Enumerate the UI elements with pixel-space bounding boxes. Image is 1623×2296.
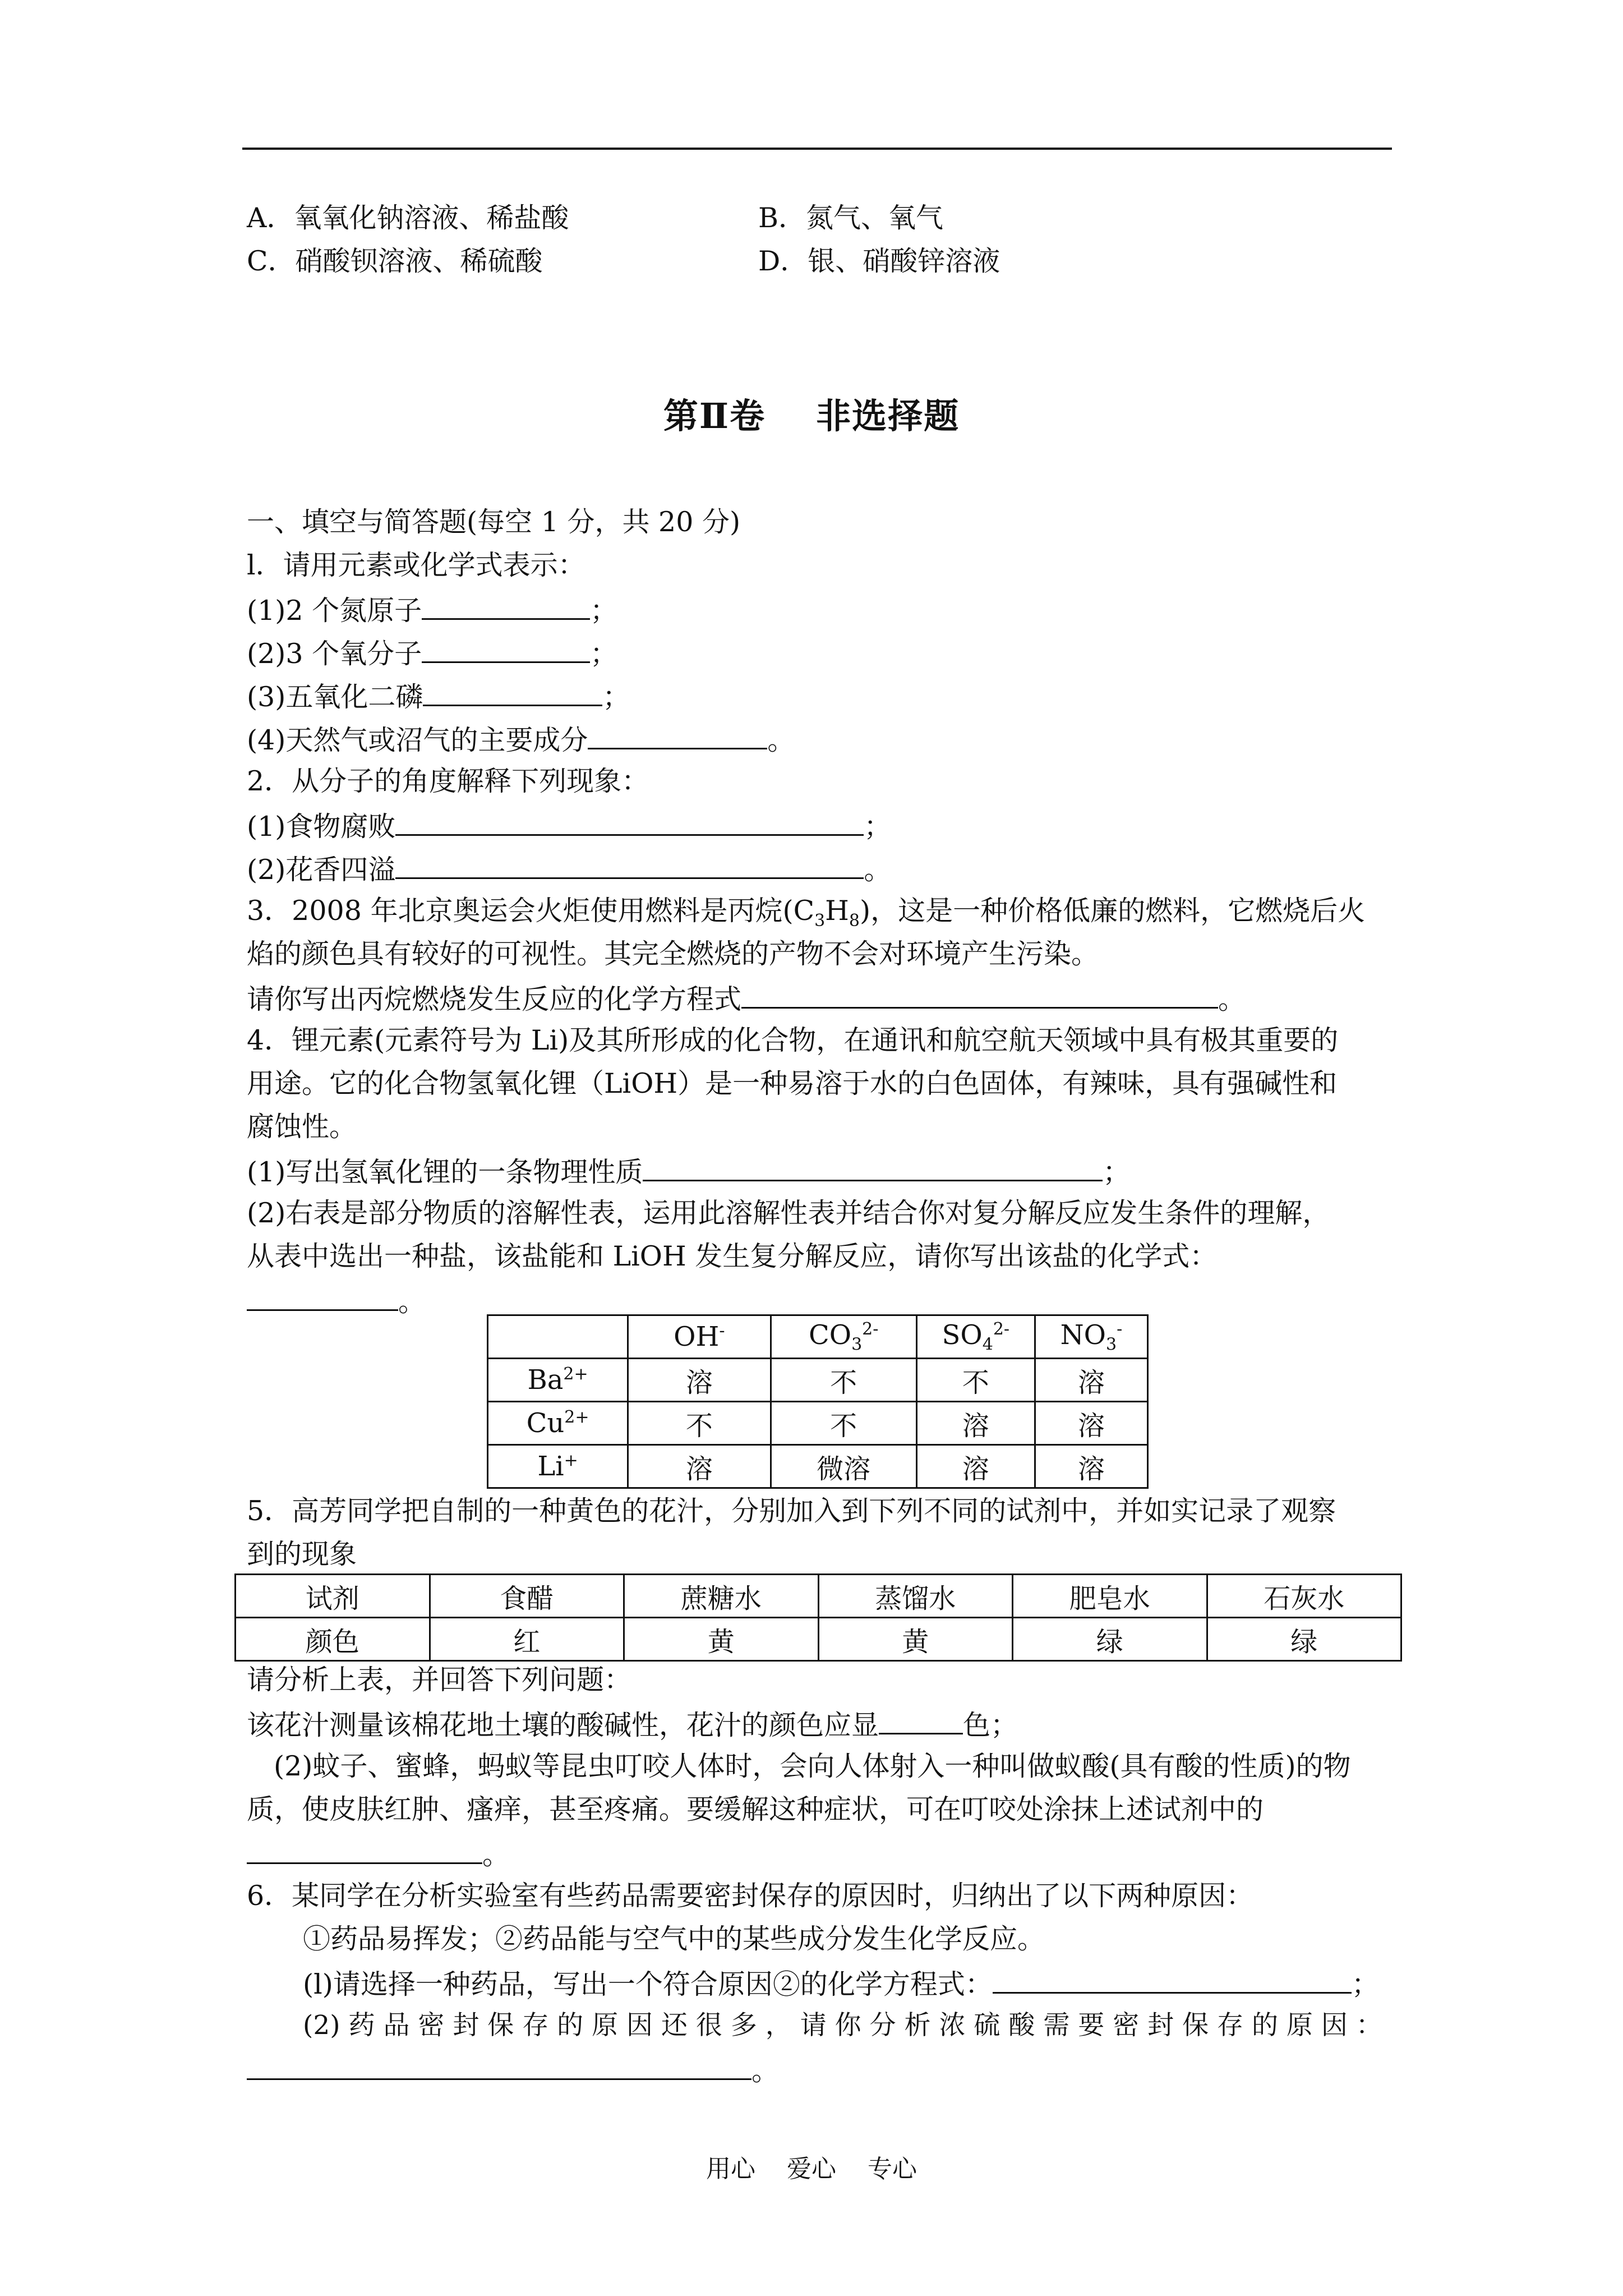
question-5-1: 该花汁测量该棉花地土壤的酸碱性，花汁的颜色应显 色；	[247, 1706, 1018, 1743]
question-5-prompt: 请分析上表，并回答下列问题：	[247, 1664, 632, 1696]
answer-blank[interactable]	[247, 1282, 398, 1311]
question-5-line-1: 5．高芳同学把自制的一种黄色的花汁，分别加入到下列不同的试剂中，并如实记录了观察	[247, 1495, 1336, 1527]
question-1-1: (1)2 个氮原子 ；	[247, 591, 617, 628]
table-cell: 微溶	[771, 1445, 916, 1488]
question-2-1: (1)食物腐败 ；	[247, 807, 891, 844]
question-4-line-3: 腐蚀性。	[247, 1111, 357, 1143]
table-cell: 不	[916, 1359, 1035, 1402]
table-cell: 不	[771, 1359, 916, 1402]
question-5-2-line-2: 质，使皮肤红肿、瘙痒，甚至疼痛。要缓解这种症状，可在叮咬处涂抹上述试剂中的	[247, 1793, 1264, 1825]
question-6-line-2: ①药品易挥发；②药品能与空气中的某些成分发生化学反应。	[303, 1923, 1045, 1955]
row-header-cell: $Ba^{2+}$	[488, 1359, 628, 1402]
question-1-3: (3)五氧化二磷 ；	[247, 678, 630, 715]
table-cell: 绿	[1207, 1618, 1401, 1661]
question-5-2-line-3: 。	[247, 1835, 510, 1872]
table-header-cell: $CO_3^{2-}$	[771, 1315, 916, 1359]
table-header-cell: $NO_3^-$	[1035, 1315, 1147, 1359]
table-cell: 肥皂水	[1013, 1575, 1207, 1618]
option-c: C．硝酸钡溶液、稀硫酸	[247, 245, 543, 277]
table-header-cell: OH-	[628, 1315, 771, 1359]
table-cell: 蒸馏水	[818, 1575, 1013, 1618]
footer-text: 爱心	[787, 2155, 836, 2183]
section-name: 非选择题	[816, 395, 960, 436]
question-2: 2．从分子的角度解释下列现象：	[247, 765, 649, 797]
question-5-2-line-1: (2)蚊子、蜜蜂，蚂蚁等昆虫叮咬人体时，会向人体射入一种叫做蚁酸(具有酸的性质)的物	[274, 1750, 1351, 1782]
answer-blank[interactable]	[247, 2051, 751, 2080]
section-title	[0, 388, 1623, 438]
table-cell: 蔗糖水	[624, 1575, 819, 1618]
question-6-1: (l)请选择一种药品，写出一个符合原因②的化学方程式： ；	[303, 1965, 1379, 2002]
table-header-row	[488, 1315, 1148, 1359]
table-cell: 溶	[1035, 1445, 1147, 1488]
table-cell: 黄	[624, 1618, 819, 1661]
answer-blank[interactable]	[879, 1706, 963, 1734]
table-cell: 溶	[916, 1445, 1035, 1488]
answer-blank[interactable]	[422, 591, 590, 620]
question-6-2-line-2: 。	[247, 2051, 779, 2088]
question-1-2: (2)3 个氧分子 ；	[247, 634, 617, 671]
question-5-line-2: 到的现象	[247, 1538, 357, 1570]
table-cell: 黄	[818, 1618, 1013, 1661]
answer-blank[interactable]	[588, 721, 767, 749]
section-heading: 一、填空与简答题(每空 1 分，共 20 分)	[247, 506, 741, 538]
solubility-table	[487, 1314, 1149, 1489]
table-row	[488, 1402, 1148, 1445]
question-3-line-1: 3．2008 年北京奥运会火炬使用燃料是丙烷$(C_3H_8)$，这是一种价格低廉的燃料，它燃烧后火	[247, 895, 1366, 931]
row-header-cell: $Cu^{2+}$	[488, 1402, 628, 1445]
question-4-line-2: 用途。它的化合物氢氧化锂（LiOH）是一种易溶于水的白色固体，有辣味，具有强碱性和	[247, 1068, 1338, 1099]
option-d: D．银、硝酸锌溶液	[758, 245, 1000, 277]
table-row	[488, 1359, 1148, 1402]
question-2-2: (2)花香四溢 。	[247, 850, 891, 887]
answer-blank[interactable]	[993, 1965, 1352, 1994]
table-row	[236, 1575, 1401, 1618]
answer-blank[interactable]	[395, 807, 864, 836]
answer-blank[interactable]	[422, 634, 590, 663]
table-cell: 试剂	[236, 1575, 430, 1618]
answer-blank[interactable]	[423, 678, 602, 706]
table-cell: 石灰水	[1207, 1575, 1401, 1618]
footer-text: 用心	[706, 2155, 755, 2183]
header-rule	[242, 148, 1392, 150]
table-cell: 溶	[1035, 1359, 1147, 1402]
answer-blank[interactable]	[643, 1153, 1103, 1181]
answer-blank[interactable]	[395, 850, 864, 879]
table-cell: 不	[628, 1402, 771, 1445]
question-1-4: (4)天然气或沼气的主要成分 。	[247, 721, 795, 758]
option-a: A．氧氧化钠溶液、稀盐酸	[247, 202, 569, 234]
reagent-color-table	[234, 1573, 1402, 1662]
option-b: B．氮气、氧气	[758, 202, 944, 234]
question-4-2-line-3: 。	[247, 1282, 426, 1319]
table-row	[236, 1618, 1401, 1661]
table-cell: 红	[430, 1618, 624, 1661]
table-cell: 食醋	[430, 1575, 624, 1618]
question-1: l．请用元素或化学式表示：	[247, 549, 585, 581]
question-4-1: (1)写出氢氧化锂的一条物理性质 ；	[247, 1153, 1130, 1190]
question-4-line-1: 4．锂元素(元素符号为 Li)及其所形成的化合物，在通讯和航空航天领域中具有极其重要的	[247, 1024, 1339, 1056]
table-cell: 颜色	[236, 1618, 430, 1661]
table-row	[488, 1445, 1148, 1488]
table-header-cell: $SO_4^{2-}$	[916, 1315, 1035, 1359]
table-cell	[488, 1315, 628, 1359]
question-3-line-3: 请你写出丙烷燃烧发生反应的化学方程式 。	[247, 980, 1246, 1017]
question-4-2-line-1: (2)右表是部分物质的溶解性表，运用此溶解性表并结合你对复分解反应发生条件的理解，	[247, 1197, 1330, 1229]
answer-blank[interactable]	[247, 1835, 482, 1864]
table-cell: 溶	[916, 1402, 1035, 1445]
question-6-line-1: 6．某同学在分析实验室有些药品需要密封保存的原因时，归纳出了以下两种原因：	[247, 1880, 1254, 1912]
table-cell: 溶	[628, 1445, 771, 1488]
page-footer	[0, 2148, 1623, 2184]
question-3-line-2: 焰的颜色具有较好的可视性。其完全燃烧的产物不会对环境产生污染。	[247, 938, 1099, 970]
answer-blank[interactable]	[741, 980, 1218, 1009]
section-part: 第Ⅱ卷	[663, 395, 766, 436]
question-4-2-line-2: 从表中选出一种盐，该盐能和 LiOH 发生复分解反应，请你写出该盐的化学式：	[247, 1240, 1218, 1272]
question-6-2-line-1: (2) 药 品 密 封 保 存 的 原 因 还 很 多 ， 请 你 分 析 浓 硫 酸 需 要 密 封 保 存 的 原 因 ：	[303, 2010, 1382, 2041]
footer-text: 专心	[868, 2155, 917, 2183]
table-cell: 绿	[1013, 1618, 1207, 1661]
row-header-cell: Li+	[488, 1445, 628, 1488]
table-cell: 不	[771, 1402, 916, 1445]
table-cell: 溶	[1035, 1402, 1147, 1445]
table-cell: 溶	[628, 1359, 771, 1402]
